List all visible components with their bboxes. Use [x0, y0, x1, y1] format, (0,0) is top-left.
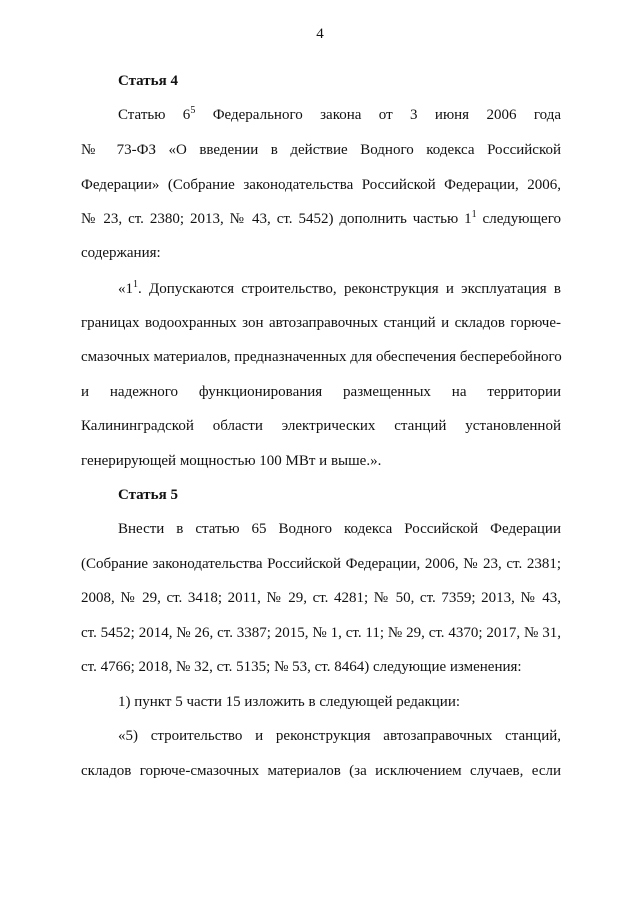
article-5-paragraph-1-line: 2008, № 29, ст. 3418; 2011, № 29, ст. 4281; № 50, ст. 7359; 2013, № 43,	[81, 590, 561, 606]
article-5-heading: Статья 5	[118, 487, 178, 503]
article-4-paragraph-1-line: Статью $6^5$ Федерального закона от 3 июня 2006 года	[118, 105, 561, 123]
article-5-paragraph-1-line: ст. 5452; 2014, № 26, ст. 3387; 2015, № 1, ст. 11; № 29, ст. 4370; 2017, № 31,	[81, 625, 561, 641]
article-5-paragraph-1-line: Внести в статью 65 Водного кодекса Российской Федерации	[118, 521, 561, 537]
page-number: 4	[316, 26, 324, 42]
article-4-paragraph-1-line: № 23, ст. 2380; 2013, № 43, ст. 5452) дополнить частью $1^1$ следующего	[81, 209, 561, 227]
article-4-paragraph-2-line: и надежного функционирования размещенных на территории	[81, 384, 561, 400]
article-4-paragraph-2-line: генерирующей мощностью 100 МВт и выше.».	[81, 453, 382, 469]
article-4-paragraph-2-line: смазочных материалов, предназначенных для обеспечения бесперебойного	[81, 349, 562, 365]
article-5-paragraph-1-line: (Собрание законодательства Российской Федерации, 2006, № 23, ст. 2381;	[81, 556, 561, 572]
article-4-paragraph-1-line: № 73-ФЗ «О введении в действие Водного кодекса Российской	[81, 142, 561, 158]
article-5-paragraph-3-line: складов горюче-смазочных материалов (за исключением случаев, если	[81, 763, 561, 779]
article-5-paragraph-3-line: «5) строительство и реконструкция автозаправочных станций,	[118, 728, 561, 744]
article-4-paragraph-1-line: содержания:	[81, 245, 161, 261]
article-4-paragraph-2-line: границах водоохранных зон автозаправочных станций и складов горюче-	[81, 315, 561, 331]
article-4-heading: Статья 4	[118, 73, 178, 89]
article-4-paragraph-2-line: «$1^1$. Допускаются строительство, реконструкция и эксплуатация в	[118, 279, 561, 297]
article-5-paragraph-1-line: ст. 4766; 2018, № 32, ст. 5135; № 53, ст. 8464) следующие изменения:	[81, 659, 522, 675]
article-4-paragraph-1-line: Федерации» (Собрание законодательства Российской Федерации, 2006,	[81, 177, 561, 193]
article-5-paragraph-2-line: 1) пункт 5 части 15 изложить в следующей редакции:	[118, 694, 461, 710]
article-4-paragraph-2-line: Калининградской области электрических станций установленной	[81, 418, 561, 434]
